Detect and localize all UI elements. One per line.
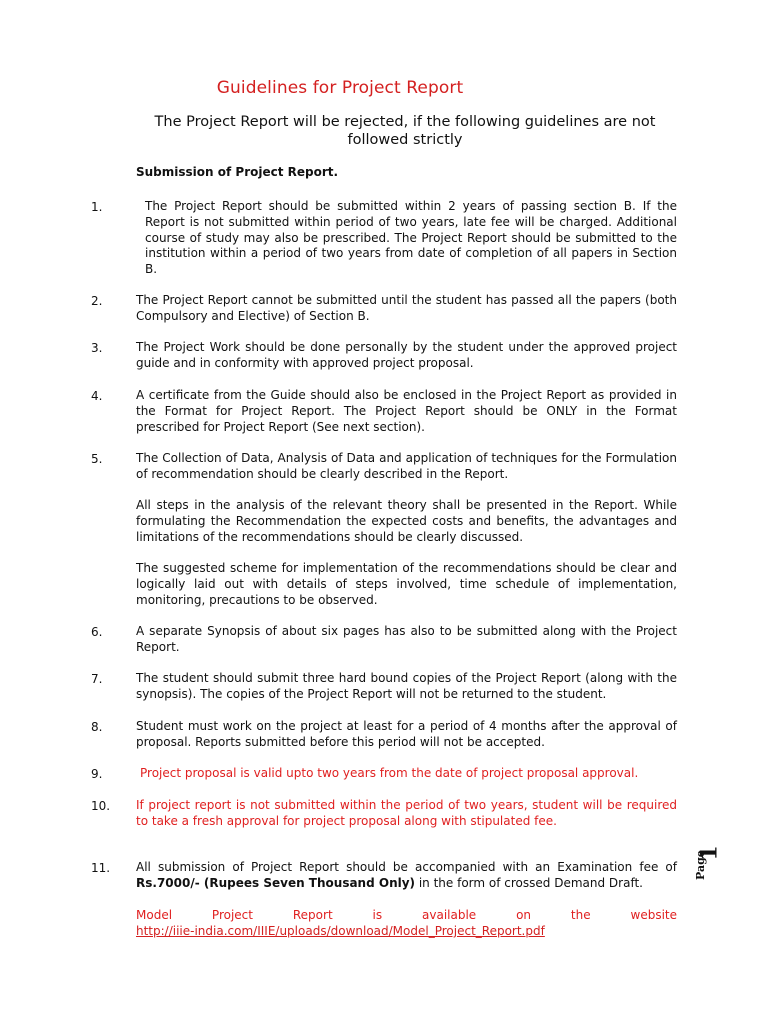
section-heading: Submission of Project Report. — [136, 165, 339, 179]
item-number: 3. — [91, 341, 103, 355]
item-number: 9. — [91, 767, 103, 781]
item-number: 8. — [91, 720, 103, 734]
model-report-link-line — [136, 924, 677, 940]
fee-text-end: in the form of crossed Demand Draft. — [415, 875, 643, 890]
item-text: A certificate from the Guide should also be enclosed in the Project Report as provided in the Format for Project Report. The Project Report should be ONLY in the Format prescribed for Project Report (See next section). — [136, 388, 677, 434]
item-number: 10. — [91, 799, 111, 813]
item-text: The Project Report cannot be submitted until the student has passed all the papers (both Compulsory and Elective) of Section B. — [136, 293, 677, 323]
fee-amount: Rs.7000/- (Rupees Seven Thousand Only) — [136, 875, 416, 890]
page-number-marker — [694, 845, 724, 898]
model-report-note: Model Project Report is available on the website — [136, 908, 677, 922]
page-number: 1 — [696, 845, 723, 861]
page-title: Guidelines for Project Report — [216, 78, 464, 98]
model-report-link[interactable]: http://iiie-india.com/IIIE/uploads/download/Model_Project_Report.pdf — [136, 924, 545, 938]
page-label: Page — [694, 850, 707, 880]
item-number: 4. — [91, 389, 103, 403]
item-paragraph: All steps in the analysis of the relevant theory shall be presented in the Report. While formulating the Recommendation the expected costs and benefits, the advantages and limitations of the recommendations should be clearly discussed. — [136, 498, 677, 544]
item-text: A separate Synopsis of about six pages has also to be submitted along with the Project Report. — [136, 624, 677, 654]
item-number: 2. — [91, 294, 103, 308]
item-text: The Project Report should be submitted within 2 years of passing section B. If the Report is not submitted within period of two years, late fee will be charged. Additional course of study may also be prescribed. The Project Report should be submitted to the institution within a period of two years from date of completion of all papers in Section B. — [145, 199, 677, 277]
item-text: The Collection of Data, Analysis of Data and application of techniques for the Formulation of recommendation should be clearly described in the Report. — [136, 451, 677, 481]
item-text — [136, 860, 677, 892]
item-text: The Project Work should be done personally by the student under the approved project guide and in conformity with approved project proposal. — [136, 340, 677, 370]
item-paragraph: The suggested scheme for implementation of the recommendations should be clear and logically laid out with details of steps involved, time schedule of implementation, monitoring, precautions to be observed. — [136, 561, 677, 607]
item-number: 5. — [91, 452, 103, 466]
item-text: Student must work on the project at least for a period of 4 months after the approval of proposal. Reports submitted before this period will not be accepted. — [136, 719, 677, 749]
item-number: 7. — [91, 672, 103, 686]
item-text-highlight: Project proposal is valid upto two years from the date of project proposal approval. — [140, 766, 639, 780]
item-text: The student should submit three hard bound copies of the Project Report (along with the synopsis). The copies of the Project Report will not be returned to the student. — [136, 671, 677, 701]
item-text-highlight: If project report is not submitted within the period of two years, student will be required to take a fresh approval for project proposal along with stipulated fee. — [136, 798, 677, 828]
page-subtitle: The Project Report will be rejected, if the following guidelines are not followed strictly — [154, 114, 656, 148]
item-number: 11. — [91, 861, 111, 875]
item-number: 6. — [91, 625, 103, 639]
item-number: 1. — [91, 200, 103, 214]
fee-text: All submission of Project Report should be accompanied with an Examination fee of — [136, 860, 677, 874]
